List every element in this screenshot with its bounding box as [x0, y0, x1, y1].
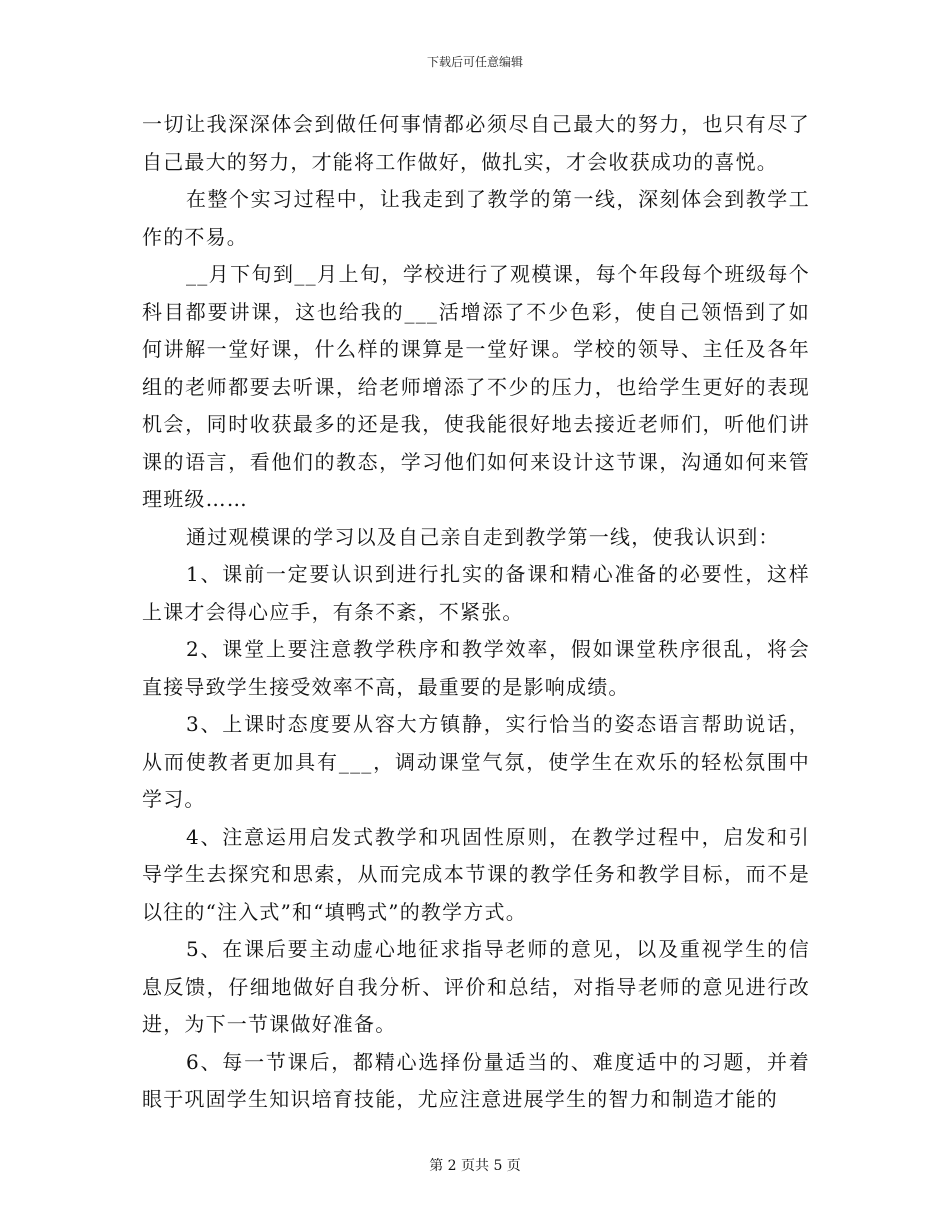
list-item-1: 1、课前一定要认识到进行扎实的备课和精心准备的必要性，这样上课才会得心应手，有条不紊，不紧张。 — [142, 562, 810, 624]
paragraph-model-class: __月下旬到__月上旬，学校进行了观模课，每个年段每个班级每个科目都要讲课，这也给我的___活增添了不少色彩，使自己领悟到了如何讲解一堂好课，什么样的课算是一堂好课。学校的领导、主任及各年组的老师都要去听课，给老师增添了不少的压力，也给学生更好的表现机会，同时收获最多的还是我，使我能很好地去接近老师们，听他们讲课的语言，看他们的教态，学习他们如何来设计这节课，沟通如何来管理班级…… — [142, 262, 810, 511]
list-item-4: 4、注意运用启发式教学和巩固性原则，在教学过程中，启发和引导学生去探究和思索，从而完成本节课的教学任务和教学目标，而不是以往的“注入式”和“填鸭式”的教学方式。 — [142, 824, 810, 924]
list-item-6: 6、每一节课后，都精心选择份量适当的、难度适中的习题，并着眼于巩固学生知识培育技能，尤应注意进展学生的智力和制造才能的 — [142, 1049, 810, 1111]
page-number: 第 2 页共 5 页 — [429, 1158, 521, 1174]
document-body — [142, 106, 810, 1119]
list-item-3: 3、上课时态度要从容大方镇静，实行恰当的姿态语言帮助说话，从而使教者更加具有___，调动课堂气氛，使学生在欢乐的轻松氛围中学习。 — [142, 712, 810, 811]
list-item-5: 5、在课后要主动虚心地征求指导老师的意见，以及重视学生的信息反馈，仔细地做好自我分析、评价和总结，对指导老师的意见进行改进，为下一节课做好准备。 — [142, 937, 810, 1036]
page-header-note: 下载后可任意编辑 — [426, 55, 523, 69]
paragraph-internship: 在整个实习过程中，让我走到了教学的第一线，深刻体会到教学工作的不易。 — [142, 187, 810, 249]
list-item-2: 2、课堂上要注意教学秩序和教学效率，假如课堂秩序很乱，将会直接导致学生接受效率不高，最重要的是影响成绩。 — [142, 637, 810, 699]
paragraph-continuation: 一切让我深深体会到做任何事情都必须尽自己最大的努力，也只有尽了自己最大的努力，才能将工作做好，做扎实，才会收获成功的喜悦。 — [142, 112, 810, 174]
paragraph-realization: 通过观模课的学习以及自己亲自走到教学第一线，使我认识到： — [186, 524, 780, 549]
